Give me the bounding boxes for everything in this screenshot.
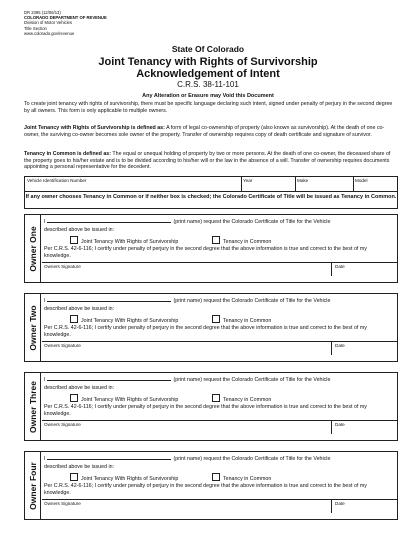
tic-definition-text: The equal or unequal holding of property by two or more persons. At the death of one co-owner, the deceased share of the property goes to his/her estate and is to be divided according to his/her will or the law in the absence of a will. Transfer of ownership requires documents appointing a personal representative for the decedent. (24, 151, 391, 171)
owner-label: Owner Three (27, 380, 38, 433)
name-line (44, 377, 330, 383)
signature-row (42, 499, 397, 513)
jtwros-option-label: Joint Tenancy With Rights of Survivorship (81, 397, 179, 403)
jtwros-checkbox[interactable] (70, 236, 78, 244)
form-title-line1: Joint Tenancy with Rights of Survivorship (98, 56, 318, 68)
tic-checkbox[interactable] (212, 236, 220, 244)
date-field[interactable]: Date (335, 343, 345, 348)
intro-paragraph: To create joint tenancy with rights of survivorship, there must be specific language declaring such intent, signed under penalty of perjury in the second degree by all owners. This form is only applicable to multiple owners. (24, 101, 393, 114)
form-title-line2: Acknowledgement of Intent (136, 68, 280, 80)
tic-option[interactable] (212, 473, 271, 482)
print-name-input[interactable] (47, 222, 171, 223)
owner-side-label (25, 215, 41, 282)
signature-field[interactable]: Owners Signature (44, 422, 81, 427)
owner-label: Owner Four (27, 461, 38, 510)
print-name-input[interactable] (47, 459, 171, 460)
owner-body (42, 373, 395, 440)
name-prefix: I (44, 377, 46, 383)
owner-label: Owner Two (27, 304, 38, 351)
jtwros-checkbox[interactable] (70, 473, 78, 481)
owner-side-label (25, 373, 41, 440)
year-field[interactable]: Year (243, 178, 253, 183)
name-line (44, 456, 330, 462)
tic-definition-label: Tenancy in Common is defined as: (24, 151, 112, 157)
tic-checkbox[interactable] (212, 315, 220, 323)
name-line-suffix: (print name) request the Colorado Certificate of Title for the Vehicle (173, 219, 331, 225)
issued-in-text: described above be issued in: (44, 227, 115, 233)
signature-row (42, 420, 397, 434)
owner-section-1 (24, 214, 398, 283)
jtwros-definition (24, 125, 398, 138)
jtwros-checkbox[interactable] (70, 315, 78, 323)
tenancy-notice: If any owner chooses Tenancy in Common or if neither box is checked; the Colorado Certificate of Title will be issued as Tenancy in Common. (24, 192, 398, 209)
perjury-statement: Per C.R.S. 42-6-116; I certify under penalty of perjury in the second degree that the above information is true and correct to the best of my knowledge. (44, 325, 367, 338)
column-divider (331, 421, 332, 434)
jtwros-option-label: Joint Tenancy With Rights of Survivorship (81, 476, 179, 482)
vehicle-info-table (24, 176, 398, 192)
tic-option-label: Tenancy in Common (223, 318, 272, 324)
owner-label: Owner One (27, 225, 38, 272)
tic-option-label: Tenancy in Common (223, 476, 272, 482)
name-line-suffix: (print name) request the Colorado Certificate of Title for the Vehicle (173, 377, 331, 383)
owner-body (42, 294, 395, 361)
column-divider (353, 177, 354, 191)
owner-section-3 (24, 372, 398, 441)
jtwros-checkbox[interactable] (70, 394, 78, 402)
form-header (24, 10, 107, 36)
website: www.colorado.gov/revenue (24, 30, 75, 36)
jtwros-definition-text: A form of legal co-ownership of property (also known as survivorship). At the death of one co-owner, the surviving co-owner becomes sole owner of the property. Transfer of ownership requires copy of death certificate and signature of survivor. (24, 125, 385, 138)
jtwros-option[interactable] (70, 315, 178, 324)
tic-checkbox[interactable] (212, 473, 220, 481)
column-divider (295, 177, 296, 191)
column-divider (331, 500, 332, 513)
section-name: Title Section (24, 25, 47, 31)
model-field[interactable]: Model (355, 178, 368, 183)
tic-option-label: Tenancy in Common (223, 397, 272, 403)
name-line (44, 219, 330, 225)
department-name: COLORADO DEPARTMENT OF REVENUE (24, 15, 107, 21)
perjury-statement: Per C.R.S. 42-6-116; I certify under penalty of perjury in the second degree that the above information is true and correct to the best of my knowledge. (44, 404, 367, 417)
column-divider (331, 342, 332, 355)
date-field[interactable]: Date (335, 422, 345, 427)
owner-side-label (25, 294, 41, 361)
signature-field[interactable]: Owners Signature (44, 343, 81, 348)
alteration-warning: Any Alteration or Erasure may Void this Document (142, 93, 274, 99)
statute-reference: C.R.S. 38-11-101 (177, 80, 239, 89)
issued-in-text: described above be issued in: (44, 464, 115, 470)
jtwros-definition-label: Joint Tenancy with Rights of Survivorship is defined as: (24, 125, 165, 131)
jtwros-option-label: Joint Tenancy With Rights of Survivorship (81, 318, 179, 324)
print-name-input[interactable] (47, 301, 171, 302)
tic-option-label: Tenancy in Common (223, 239, 272, 245)
owner-body (42, 215, 395, 282)
tic-checkbox[interactable] (212, 394, 220, 402)
make-field[interactable]: Make (297, 178, 309, 183)
perjury-statement: Per C.R.S. 42-6-116; I certify under penalty of perjury in the second degree that the above information is true and correct to the best of my knowledge. (44, 246, 367, 259)
name-line-suffix: (print name) request the Colorado Certificate of Title for the Vehicle (173, 298, 331, 304)
tic-option[interactable] (212, 236, 271, 245)
owner-side-label (25, 452, 41, 519)
jtwros-option[interactable] (70, 473, 178, 482)
agency-name: State Of Colorado (171, 44, 245, 54)
tic-option[interactable] (212, 394, 271, 403)
name-prefix: I (44, 456, 46, 462)
date-field[interactable]: Date (335, 264, 345, 269)
owner-body (42, 452, 395, 519)
issued-in-text: described above be issued in: (44, 385, 115, 391)
jtwros-option-label: Joint Tenancy With Rights of Survivorship (81, 239, 179, 245)
signature-field[interactable]: Owners Signature (44, 264, 81, 269)
perjury-statement: Per C.R.S. 42-6-116; I certify under penalty of perjury in the second degree that the above information is true and correct to the best of my knowledge. (44, 483, 367, 496)
jtwros-option[interactable] (70, 394, 178, 403)
signature-row (42, 341, 397, 355)
owner-section-4 (24, 451, 398, 520)
column-divider (331, 263, 332, 276)
tic-option[interactable] (212, 315, 271, 324)
vin-field[interactable]: Vehicle Identification Number (27, 178, 87, 183)
date-field[interactable]: Date (335, 501, 345, 506)
name-line-suffix: (print name) request the Colorado Certificate of Title for the Vehicle (173, 456, 331, 462)
tic-definition (24, 151, 398, 171)
signature-field[interactable]: Owners Signature (44, 501, 81, 506)
print-name-input[interactable] (47, 380, 171, 381)
jtwros-option[interactable] (70, 236, 178, 245)
form-number: DR 2395 (12/06/13) (24, 10, 61, 15)
division-name: Division of Motor Vehicles (24, 20, 72, 26)
name-prefix: I (44, 298, 46, 304)
signature-row (42, 262, 397, 276)
issued-in-text: described above be issued in: (44, 306, 115, 312)
column-divider (241, 177, 242, 191)
name-prefix: I (44, 219, 46, 225)
name-line (44, 298, 330, 304)
owner-section-2 (24, 293, 398, 362)
